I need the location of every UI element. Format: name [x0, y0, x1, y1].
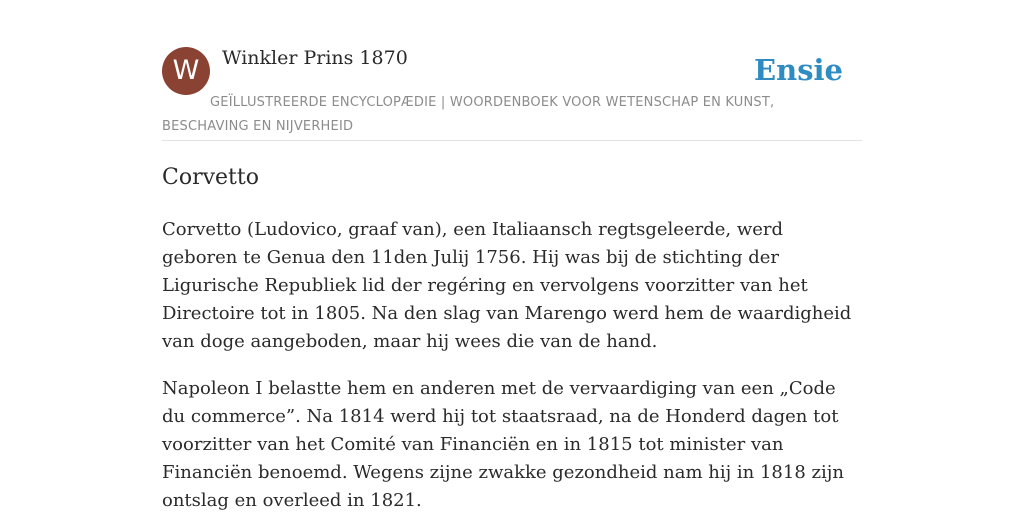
- site-title[interactable]: Winkler Prins 1870: [222, 47, 408, 69]
- article-paragraph: Napoleon I belastte hem en anderen met de vervaardiging van een „Code du commerce”. Na 1814 werd hij tot staatsraad, na de Honderd dagen tot voorzitter van het Comité van Financiën en in 1815 tot minister van Financiën benoemd. Wegens zijne zwakke gezondheid nam hij in 1818 zijn ontslag en overleed in 1821.: [162, 378, 844, 511]
- article-body: [162, 216, 862, 512]
- article-title: Corvetto: [162, 165, 259, 190]
- brand-logo[interactable]: Ensie: [754, 53, 843, 87]
- avatar[interactable]: W: [162, 47, 210, 95]
- site-header: [162, 44, 862, 141]
- site-subtitle: GEÏLLUSTREERDE ENCYCLOPÆDIE | WOORDENBOEK VOOR WETENSCHAP EN KUNST, BESCHAVING EN NIJVERHEID: [162, 95, 775, 134]
- article-paragraph: Corvetto (Ludovico, graaf van), een Italiaansch regtsgeleerde, werd geboren te Genua den 11den Julij 1756. Hij was bij de stichting der Ligurische Republiek lid der regéring en vervolgens voorzitter van het Directoire tot in 1805. Na den slag van Marengo werd hem de waardigheid van doge aangeboden, maar hij wees die van de hand.: [162, 219, 852, 352]
